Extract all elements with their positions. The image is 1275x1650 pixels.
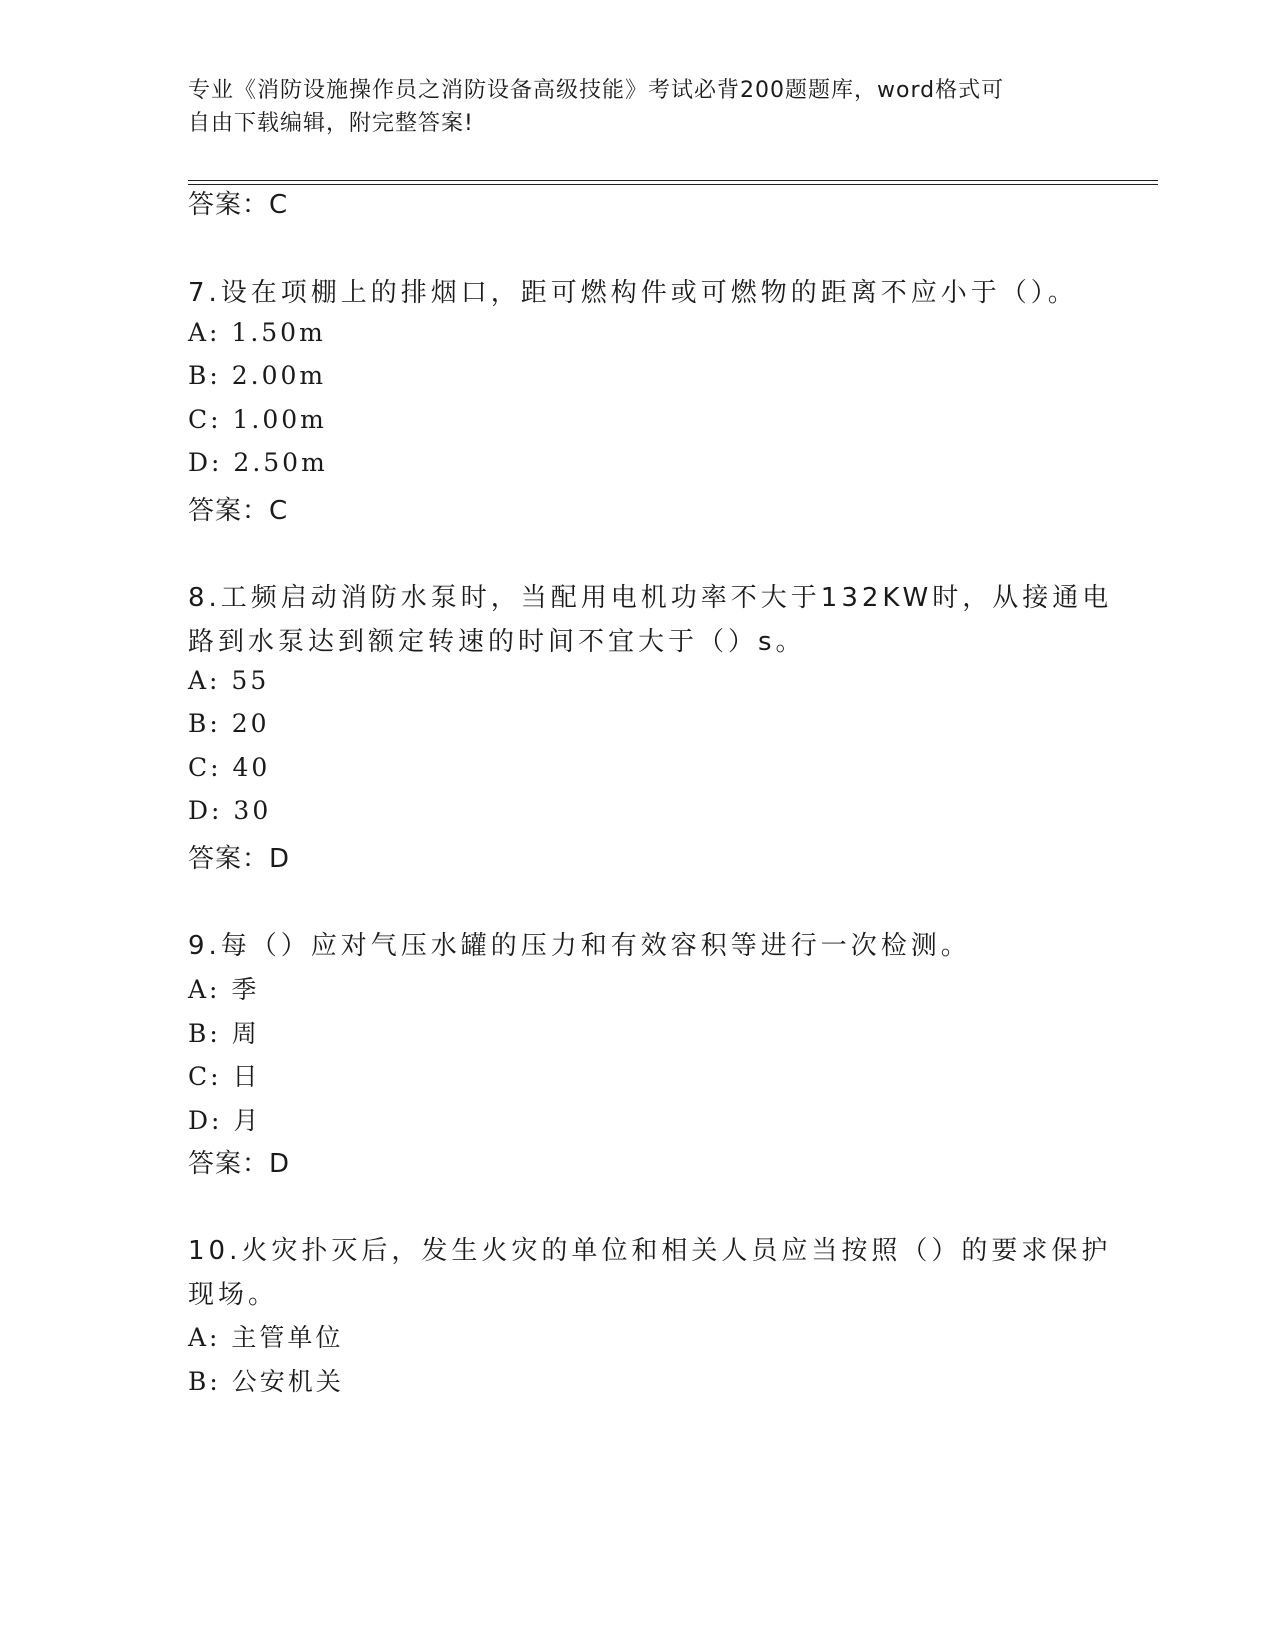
q9-option-b: B: 周 [188, 1019, 260, 1048]
q9-answer: 答案：D [188, 1149, 291, 1179]
q7-stem: 7.设在项棚上的排烟口，距可燃构件或可燃物的距离不应小于（）。 [188, 278, 1078, 308]
q9-option-a: A: 季 [188, 975, 260, 1004]
header-line-1: 专业《消防设施操作员之消防设备高级技能》考试必背200题题库，word格式可 [188, 78, 1005, 103]
top-answer: 答案：C [188, 190, 289, 220]
q8-answer: 答案：D [188, 844, 291, 874]
q9-option-d: D: 月 [188, 1106, 262, 1135]
q8-stem-line-2: 路到水泵达到额定转速的时间不宜大于（）s。 [188, 627, 806, 657]
document-header [188, 74, 1068, 140]
header-rule-top [188, 180, 1158, 181]
q8-option-a: A: 55 [188, 666, 270, 695]
q7-option-a: A: 1.50m [188, 318, 326, 347]
document-page [188, 0, 1158, 1650]
q10-stem-line-2: 现场。 [188, 1280, 279, 1310]
q9-stem: 9.每（）应对气压水罐的压力和有效容积等进行一次检测。 [188, 931, 971, 961]
q7-answer: 答案：C [188, 496, 289, 526]
q10-option-a: A: 主管单位 [188, 1323, 344, 1352]
q9-option-c: C: 日 [188, 1062, 261, 1091]
q10-option-b: B: 公安机关 [188, 1367, 344, 1396]
q7-option-b: B: 2.00m [188, 361, 327, 390]
q8-option-b: B: 20 [188, 709, 270, 738]
q7-option-c: C: 1.00m [188, 405, 327, 434]
q8-option-d: D: 30 [188, 796, 272, 825]
q8-stem-line-1: 8.工频启动消防水泵时，当配用电机功率不大于132KW时，从接通电 [188, 583, 1113, 613]
q8-option-c: C: 40 [188, 753, 271, 782]
header-rule-bottom [188, 184, 1158, 185]
q10-stem-line-1: 10.火灾扑灭后，发生火灾的单位和相关人员应当按照（）的要求保护 [188, 1236, 1112, 1266]
q7-option-d: D: 2.50m [188, 448, 328, 477]
header-line-2: 自由下载编辑，附完整答案! [188, 111, 474, 136]
